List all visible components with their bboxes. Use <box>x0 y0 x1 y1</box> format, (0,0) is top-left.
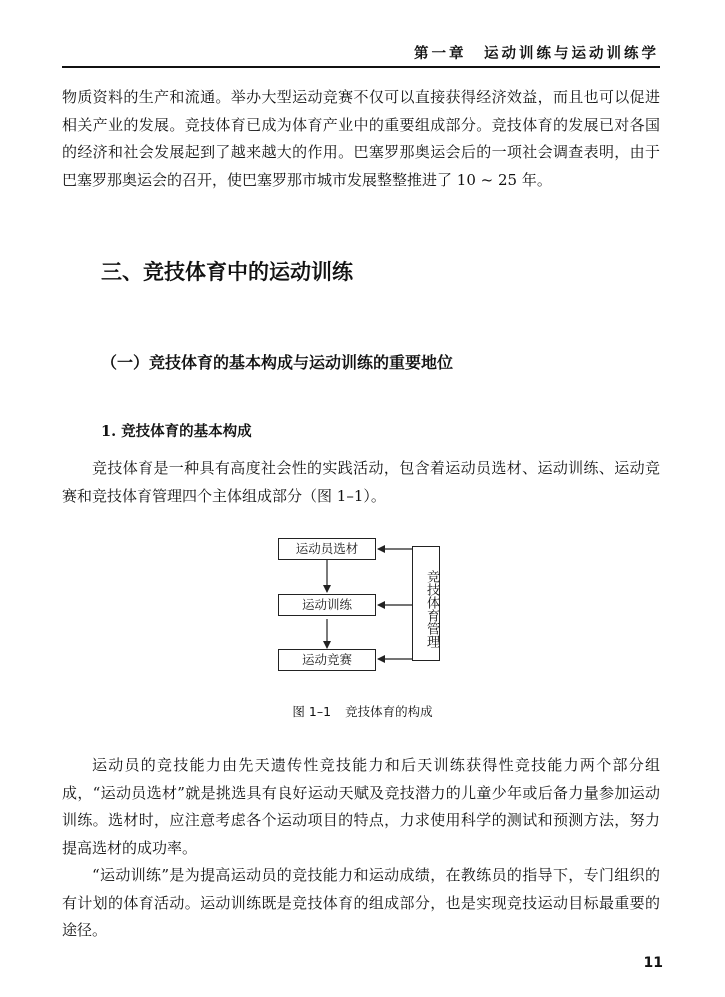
paragraph-2: 竞技体育是一种具有高度社会性的实践活动，包含着运动员选材、运动训练、运动竞赛和竞技体育管理四个主体组成部分（图 1–1）。 <box>62 459 660 505</box>
figure-composition-diagram <box>270 533 450 673</box>
running-head: 第一章 运动训练与运动训练学 <box>414 46 659 62</box>
header-rule <box>62 66 660 68</box>
item-title: 1. 竞技体育的基本构成 <box>101 423 252 440</box>
figure-caption-text: 竞技体育的构成 <box>345 704 433 719</box>
section-title: 三、竞技体育中的运动训练 <box>101 260 353 284</box>
page-number: 11 <box>643 955 663 971</box>
box-sports-training: 运动训练 <box>278 594 376 616</box>
box-athlete-selection: 运动员选材 <box>278 538 376 560</box>
box-sports-competition: 运动竞赛 <box>278 649 376 671</box>
box-competitive-sports-management: 竞技体育管理 <box>412 546 440 661</box>
paragraph-1: 物质资料的生产和流通。举办大型运动竞赛不仅可以直接获得经济效益，而且也可以促进相关产业的发展。竞技体育已成为体育产业中的重要组成部分。竞技体育的发展已对各国的经济和社会发展起到了越来越大的作用。巴塞罗那奥运会后的一项社会调查表明，由于巴塞罗那奥运会的召开，使巴塞罗那市城市发展整整推进了 10 ~ 25 年。 <box>62 88 660 189</box>
subsection-title: （一）竞技体育的基本构成与运动训练的重要地位 <box>101 353 454 372</box>
figure-caption <box>0 702 725 720</box>
paragraph-3: 运动员的竞技能力由先天遗传性竞技能力和后天训练获得性竞技能力两个部分组成，“运动员选材”就是挑选具有良好运动天赋及竞技潜力的儿童少年或后备力量参加运动训练。选材时，应注意考虑各个运动项目的特点，力求使用科学的测试和预测方法，努力提高选材的成功率。 <box>62 756 660 857</box>
figure-caption-number: 图 1–1 <box>292 704 332 719</box>
paragraph-4: “运动训练”是为提高运动员的竞技能力和运动成绩，在教练员的指导下，专门组织的有计划的体育活动。运动训练既是竞技体育的组成部分，也是实现竞技运动目标最重要的途径。 <box>62 866 660 939</box>
